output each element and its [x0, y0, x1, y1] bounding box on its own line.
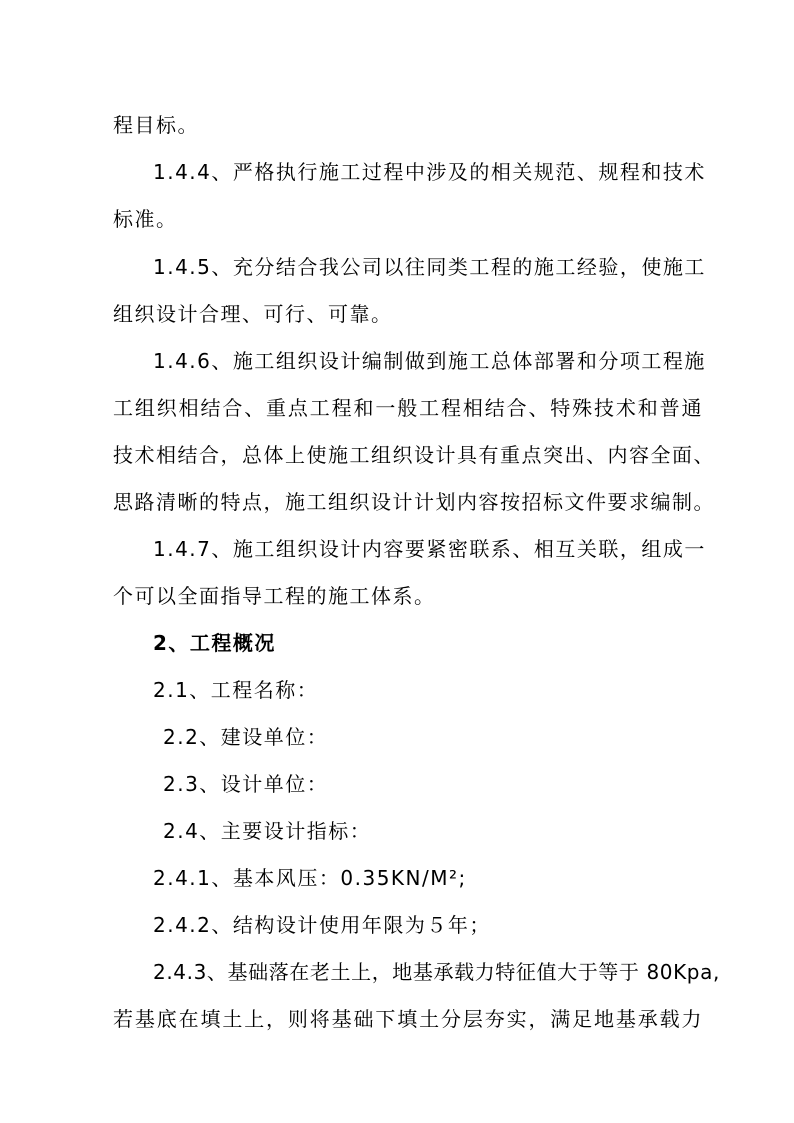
- paragraph-line: 标准。: [113, 207, 178, 231]
- paragraph-line: 工组织相结合、重点工程和一般工程相结合、特殊技术和普通: [113, 396, 703, 420]
- paragraph-line: 思路清晰的特点，施工组织设计计划内容按招标文件要求编制。: [113, 490, 715, 514]
- paragraph-line: 若基底在填土上，则将基础下填土分层夯实，满足地基承载力: [113, 1007, 703, 1031]
- paragraph-line: 技术相结合，总体上使施工组织设计具有重点突出、内容全面、: [113, 443, 715, 467]
- paragraph-line: 2.1、工程名称：: [153, 678, 319, 702]
- paragraph-line: 2.4.1、基本风压：0.35KN/M²;: [153, 866, 467, 890]
- paragraph-line: 程目标。: [113, 113, 199, 137]
- paragraph-line: 2.3、设计单位：: [163, 772, 329, 796]
- section-heading: 2、工程概况: [153, 631, 276, 655]
- paragraph-line: 1.4.6、施工组织设计编制做到施工总体部署和分项工程施: [153, 349, 706, 373]
- paragraph-line: 2.2、建设单位：: [163, 725, 329, 749]
- paragraph-line: 1.4.5、充分结合我公司以往同类工程的施工经验，使施工: [153, 255, 706, 279]
- paragraph-line: 个可以全面指导工程的施工体系。: [113, 584, 436, 608]
- paragraph-line: 组织设计合理、可行、可靠。: [113, 302, 393, 326]
- paragraph-line: 2.4.2、结构设计使用年限为５年；: [153, 913, 491, 937]
- paragraph-line: 2.4.3、基础落在老土上，地基承载力特征值大于等于 80Kpa,: [153, 960, 720, 984]
- paragraph-line: 1.4.4、严格执行施工过程中涉及的相关规范、规程和技术: [153, 160, 706, 184]
- paragraph-line: 1.4.7、施工组织设计内容要紧密联系、相互关联，组成一: [153, 537, 706, 561]
- paragraph-line: 2.4、主要设计指标：: [163, 819, 372, 843]
